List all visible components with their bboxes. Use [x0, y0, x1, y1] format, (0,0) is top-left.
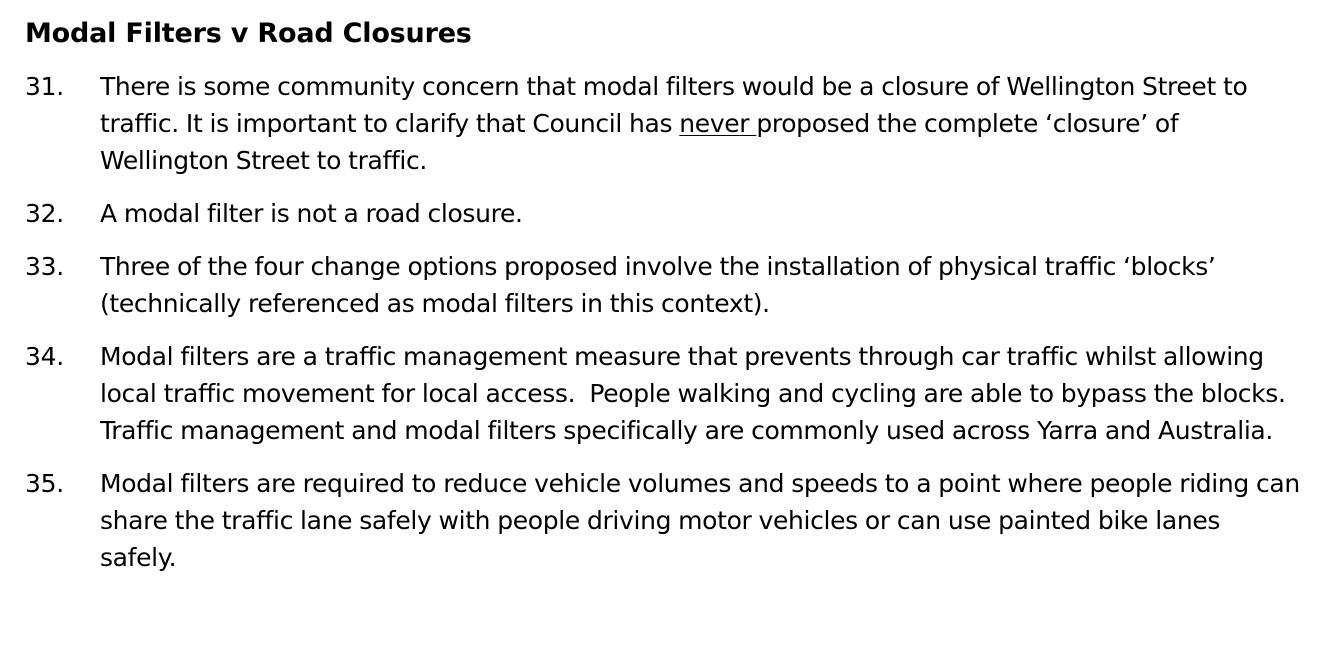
- paragraph-text-part: proposed the complete ‘closure’ of Wellington Street to traffic.: [100, 109, 1179, 175]
- underlined-word-never: never: [679, 109, 757, 138]
- paragraph-number: 34.: [25, 342, 64, 371]
- paragraph-number: 35.: [25, 469, 64, 498]
- paragraph-text: Modal filters are a traffic management measure that prevents through car traffic whilst allowing local traffic movement for local access. People walking and cycling are able to bypass the blocks. Traffic management and modal filters specifically are commonly used across Yarra and Australia.: [100, 342, 1293, 445]
- paragraph-34: [25, 338, 1300, 449]
- paragraph-31: [25, 68, 1300, 179]
- paragraph-32: [25, 195, 1300, 232]
- paragraph-text: Three of the four change options proposed involve the installation of physical traffic ‘blocks’ (technically referenced as modal filters in this context).: [100, 252, 1216, 318]
- paragraph-number: 33.: [25, 252, 64, 281]
- paragraph-number: 31.: [25, 72, 64, 101]
- paragraph-35: [25, 465, 1300, 576]
- paragraph-text: [100, 68, 1300, 179]
- paragraph-text: Modal filters are required to reduce vehicle volumes and speeds to a point where people riding can share the traffic lane safely with people driving motor vehicles or can use painted bike lanes safely.: [100, 469, 1300, 572]
- paragraph-33: [25, 248, 1300, 322]
- paragraph-text: A modal filter is not a road closure.: [100, 199, 523, 228]
- paragraph-text-part: There is some community concern that modal filters would be a closure of Wellington Street to traffic. It is important to clarify that Council has: [100, 72, 1248, 138]
- section-heading: Modal Filters v Road Closures: [25, 18, 472, 49]
- paragraph-number: 32.: [25, 199, 64, 228]
